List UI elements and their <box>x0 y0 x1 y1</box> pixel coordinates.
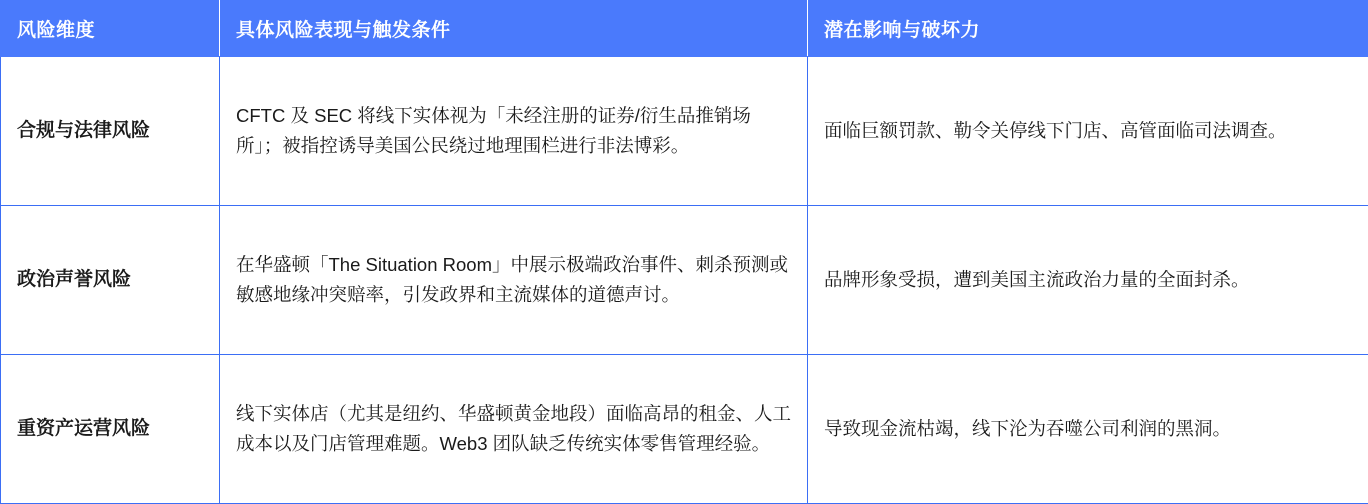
cell-detail: 在华盛顿「The Situation Room」中展示极端政治事件、刺杀预测或敏感地缘冲突赔率，引发政界和主流媒体的道德声讨。 <box>220 206 808 355</box>
cell-dimension: 合规与法律风险 <box>1 57 220 206</box>
cell-detail: 线下实体店（尤其是纽约、华盛顿黄金地段）面临高昂的租金、人工成本以及门店管理难题。Web3 团队缺乏传统实体零售管理经验。 <box>220 355 808 504</box>
cell-impact: 面临巨额罚款、勒令关停线下门店、高管面临司法调查。 <box>808 57 1368 206</box>
column-header-detail: 具体风险表现与触发条件 <box>220 1 808 57</box>
cell-dimension: 重资产运营风险 <box>1 355 220 504</box>
table-header <box>1 1 1368 57</box>
table-row <box>1 206 1368 355</box>
cell-impact: 品牌形象受损，遭到美国主流政治力量的全面封杀。 <box>808 206 1368 355</box>
cell-detail: CFTC 及 SEC 将线下实体视为「未经注册的证券/衍生品推销场所」；被指控诱导美国公民绕过地理围栏进行非法博彩。 <box>220 57 808 206</box>
table-body <box>1 57 1368 504</box>
cell-dimension: 政治声誉风险 <box>1 206 220 355</box>
table-row <box>1 57 1368 206</box>
table-row <box>1 355 1368 504</box>
table-header-row <box>1 1 1368 57</box>
column-header-dimension: 风险维度 <box>1 1 220 57</box>
column-header-impact: 潜在影响与破坏力 <box>808 1 1368 57</box>
cell-impact: 导致现金流枯竭，线下沦为吞噬公司利润的黑洞。 <box>808 355 1368 504</box>
